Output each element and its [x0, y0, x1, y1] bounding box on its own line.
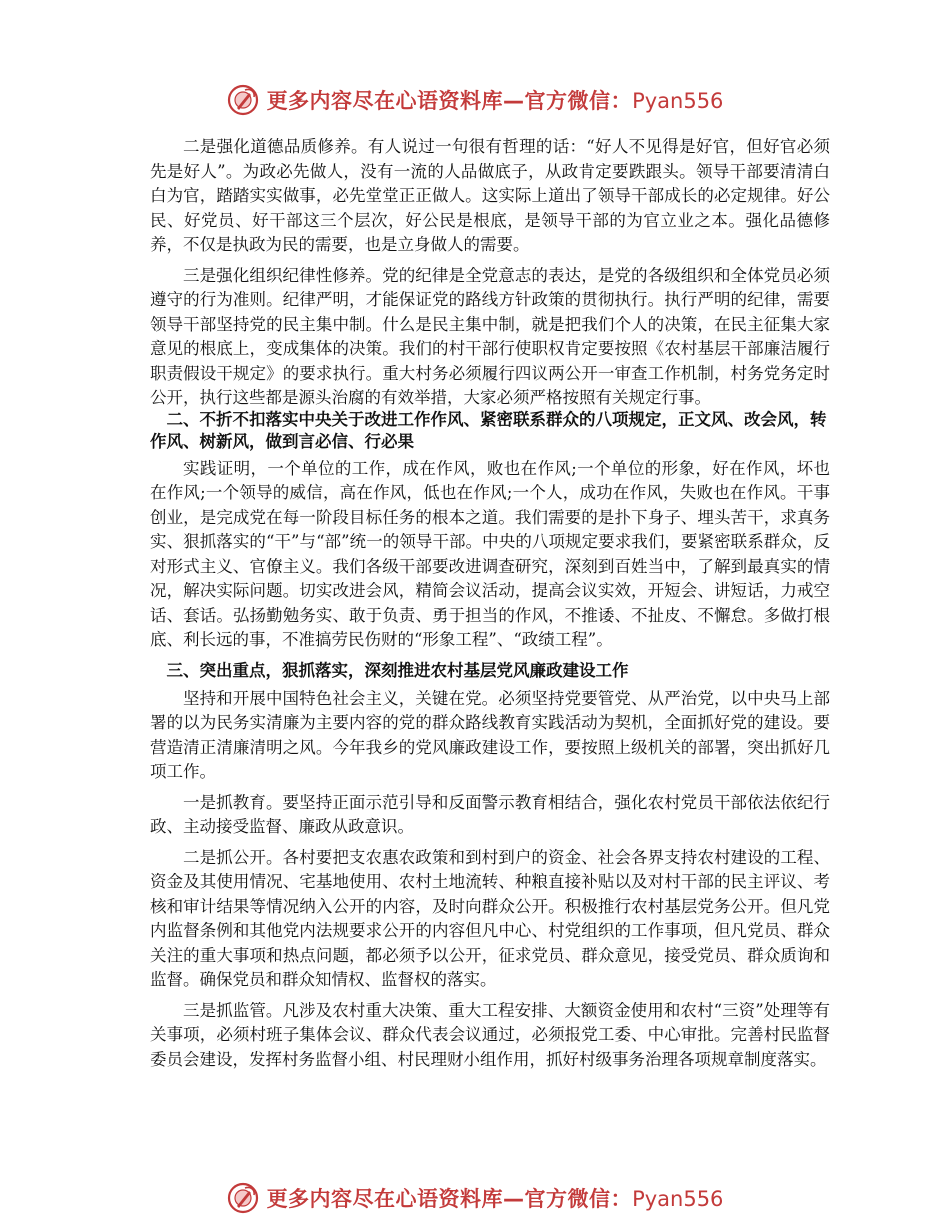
section-heading-2: 二、不折不扣落实中央关于改进工作作风、紧密联系群众的八项规定，正文风、改会风，转作风、树新风，做到言必信、行必果 — [150, 409, 827, 451]
header-banner — [0, 80, 950, 120]
paragraph: 坚持和开展中国特色社会主义，关键在党。必须坚持党要管党、从严治党，以中央马上部署的以为民务实清廉为主要内容的党的群众路线教育实践活动为契机，全面抓好党的建设。要营造清正清廉清明之风。今年我乡的党风廉政建设工作，要按照上级机关的部署，突出抓好几项工作。 — [150, 688, 830, 781]
paragraph: 一是抓教育。要坚持正面示范引导和反面警示教育相结合，强化农村党员干部依法依纪行政、主动接受监督、廉政从政意识。 — [150, 792, 830, 836]
document-body — [150, 135, 830, 1078]
paragraph: 二是抓公开。各村要把支农惠农政策和到村到户的资金、社会各界支持农村建设的工程、资金及其使用情况、宅基地使用、农村土地流转、种粮直接补贴以及对村干部的民主评议、考核和审计结果等情况纳入公开的内容，及时向群众公开。积极推行农村基层党务公开。但凡党内监督条例和其他党内法规要求公开的内容但凡中心、村党组织的工作事项，但凡党员、群众关注的重大事项和热点问题，都必须予以公开，征求党员、群众意见，接受党员、群众质询和监督。确保党员和群众知情权、监督权的落实。 — [150, 847, 830, 989]
pen-nib-logo-icon — [227, 84, 259, 116]
section-heading-3: 三、突出重点，狠抓落实，深刻推进农村基层党风廉政建设工作 — [166, 660, 629, 680]
header-banner-text: 更多内容尽在心语资料库—官方微信：Pyan556 — [266, 89, 724, 113]
footer-banner-text: 更多内容尽在心语资料库—官方微信：Pyan556 — [266, 1187, 724, 1211]
paragraph: 二是强化道德品质修养。有人说过一句很有哲理的话：“好人不见得是好官，但好官必须先是好人”。为政必先做人，没有一流的人品做底子，从政肯定要跌跟头。领导干部要清清白白为官，踏踏实实做事，必先堂堂正正做人。这实际上道出了领导干部成长的必定规律。好公民、好党员、好干部这三个层次，好公民是根底，是领导干部的为官立业之本。强化品德修养，不仅是执政为民的需要，也是立身做人的需要。 — [150, 137, 830, 254]
pen-nib-logo-icon — [227, 1182, 259, 1214]
paragraph: 实践证明，一个单位的工作，成在作风，败也在作风;一个单位的形象，好在作风，坏也在作风;一个领导的威信，高在作风，低也在作风;一个人，成功在作风，失败也在作风。干事创业，是完成党在每一阶段目标任务的根本之道。我们需要的是扑下身子、埋头苦干，求真务实、狠抓落实的“干”与“部”统一的领导干部。中央的八项规定要求我们，要紧密联系群众，反对形式主义、官僚主义。我们各级干部要改进调查研究，深刻到百姓当中，了解到最真实的情况，解决实际问题。切实改进会风，精简会议活动，提高会议实效，开短会、讲短话，力戒空话、套话。弘扬勤勉务实、敢于负责、勇于担当的作风，不推诿、不扯皮、不懈怠。多做打根底、利长远的事，不准搞劳民伤财的“形象工程”、“政绩工程”。 — [150, 458, 830, 649]
footer-banner — [0, 1178, 950, 1218]
paragraph: 三是抓监管。凡涉及农村重大决策、重大工程安排、大额资金使用和农村“三资”处理等有关事项，必须村班子集体会议、群众代表会议通过，必须报党工委、中心审批。完善村民监督委员会建设，发挥村务监督小组、村民理财小组作用，抓好村级事务治理各项规章制度落实。 — [150, 1000, 830, 1069]
paragraph: 三是强化组织纪律性修养。党的纪律是全党意志的表达，是党的各级组织和全体党员必须遵守的行为准则。纪律严明，才能保证党的路线方针政策的贯彻执行。执行严明的纪律，需要领导干部坚持党的民主集中制。什么是民主集中制，就是把我们个人的决策，在民主征集大家意见的根底上，变成集体的决策。我们的村干部行使职权肯定要按照《农村基层干部廉洁履行职责假设干规定》的要求执行。重大村务必须履行四议两公开一审查工作机制，村务党务定时公开，执行这些都是源头治腐的有效举措，大家必须严格按照有关规定行事。 — [150, 265, 830, 407]
